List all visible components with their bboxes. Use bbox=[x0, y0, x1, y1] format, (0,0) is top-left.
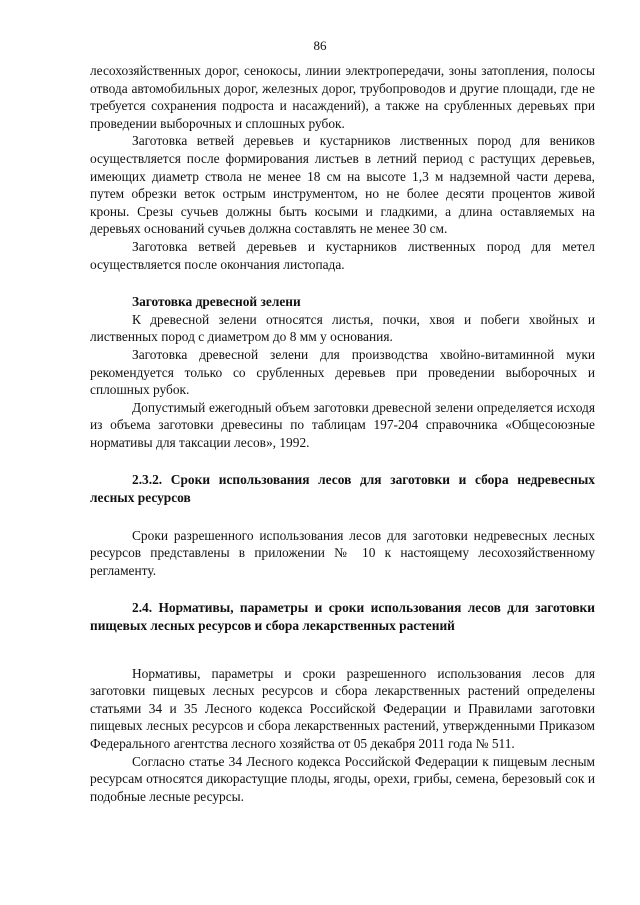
paragraph: Сроки разрешенного использования лесов для заготовки недревесных лесных ресурсов представлены в приложении № 10 к настоящему лесохозяйственному регламенту. bbox=[90, 527, 595, 578]
paragraph: лесохозяйственных дорог, сенокосы, линии электропередачи, зоны затопления, полосы отвода автомобильных дорог, железных дорог, трубопроводов и другие площади, где не требуется сохранения подроста и насаждений), а также на срубленных деревьях при проведении выборочных и сплошных рубок. bbox=[90, 63, 595, 131]
paragraph: Заготовка ветвей деревьев и кустарников лиственных пород для веников осуществляется после формирования листьев в летний период с растущих деревьев, имеющих диаметр ствола не менее 18 см на высоте 1,3 м надземной части дерева, путем обрезки веток острым инструментом, но не более десяти процентов живой кроны. Срезы сучьев должны быть косыми и гладкими, а длина оставляемых на деревьях оснований сучьев должна составлять не менее 30 см. bbox=[90, 133, 595, 237]
paragraph: Нормативы, параметры и сроки разрешенного использования лесов для заготовки пищевых лесных ресурсов и сбора лекарственных растений определены статьями 34 и 35 Лесного кодекса Российской Федерации и Правилами заготовки пищевых лесных ресурсов и сбора лекарственных растений, утвержденными Приказом Федерального агентства лесного хозяйства от 05 декабря 2011 года № 511. bbox=[90, 665, 595, 751]
spacer bbox=[90, 507, 595, 527]
page-number: 86 bbox=[313, 38, 327, 53]
section-heading-2-3-2: 2.3.2. Сроки использования лесов для заготовки и сбора недревесных лесных ресурсов bbox=[90, 472, 595, 506]
spacer bbox=[90, 635, 595, 665]
paragraph: Допустимый ежегодный объем заготовки древесной зелени определяется исходя из объема заготовки древесины по таблицам 197-204 справочника «Общесоюзные нормативы для таксации лесов», 1992. bbox=[90, 399, 595, 450]
section-heading-2-4: 2.4. Нормативы, параметры и сроки использования лесов для заготовки пищевых лесных ресурсов и сбора лекарственных растений bbox=[90, 600, 595, 634]
paragraph: К древесной зелени относятся листья, почки, хвоя и побеги хвойных и лиственных пород с диаметром до 8 мм у основания. bbox=[90, 311, 595, 345]
spacer bbox=[90, 451, 595, 471]
spacer bbox=[90, 579, 595, 599]
paragraph: Заготовка древесной зелени для производства хвойно-витаминной муки рекомендуется только со срубленных деревьев при проведении выборочных и сплошных рубок. bbox=[90, 346, 595, 398]
paragraph: Заготовка ветвей деревьев и кустарников лиственных пород для метел осуществляется после окончания листопада. bbox=[90, 238, 595, 272]
paragraph: Согласно статье 34 Лесного кодекса Российской Федерации к пищевым лесным ресурсам относятся дикорастущие плоды, ягоды, орехи, грибы, семена, березовый сок и подобные лесные ресурсы. bbox=[90, 753, 595, 804]
subheading-wood-greens: Заготовка древесной зелени bbox=[132, 294, 301, 310]
spacer bbox=[90, 273, 595, 293]
page-content bbox=[90, 62, 595, 805]
